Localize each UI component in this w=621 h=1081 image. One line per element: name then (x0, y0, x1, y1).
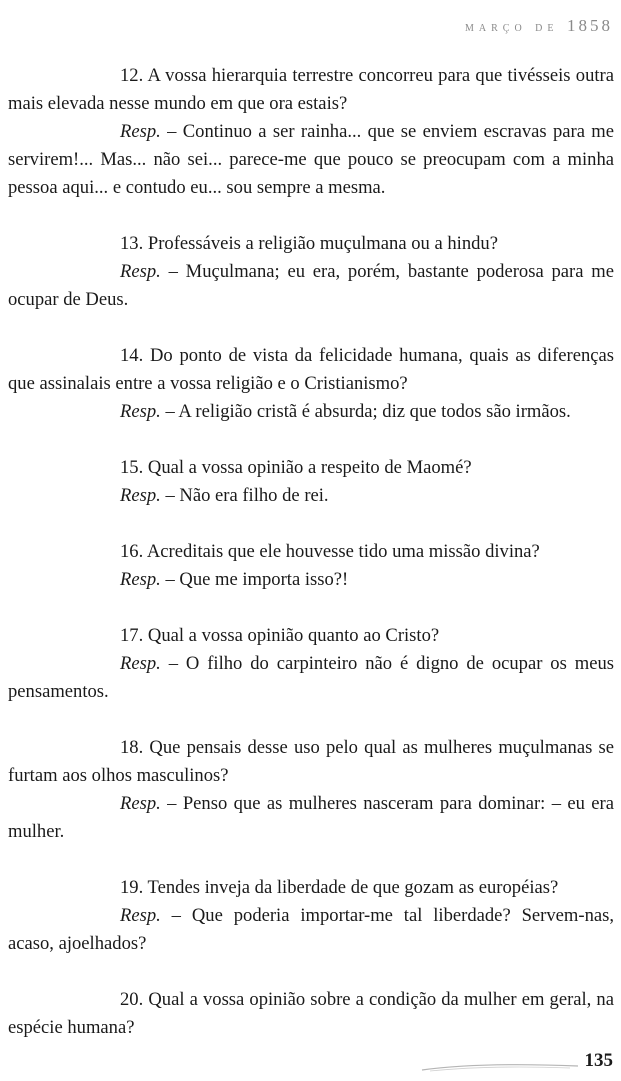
qa-block (8, 874, 614, 958)
question-20: 20. Qual a vossa opinião sobre a condição da mulher em geral, na espécie humana? (8, 989, 614, 1038)
question-14: 14. Do ponto de vista da felicidade humana, quais as diferenças que assinalais entre a vossa religião e o Cristianismo? (8, 345, 614, 394)
answer-12 (8, 118, 614, 202)
resp-label: Resp. (120, 485, 161, 506)
question-16: 16. Acreditais que ele houvesse tido uma missão divina? (120, 541, 540, 562)
qa-block (8, 622, 614, 706)
answer-17 (8, 650, 614, 706)
answer-text: – Que poderia importar-me tal liberdade? Servem-nas, acaso, ajoelhados? (8, 905, 614, 954)
resp-label: Resp. (120, 653, 161, 674)
resp-label: Resp. (120, 569, 161, 590)
resp-label: Resp. (120, 905, 161, 926)
resp-label: Resp. (120, 121, 161, 142)
resp-label: Resp. (120, 401, 161, 422)
question-19: 19. Tendes inveja da liberdade de que gozam as européias? (120, 877, 559, 898)
running-header (465, 16, 613, 36)
qa-block (8, 986, 614, 1042)
answer-15 (8, 482, 614, 510)
header-year: 1858 (567, 16, 613, 35)
question-17: 17. Qual a vossa opinião quanto ao Cristo? (120, 625, 440, 646)
answer-text: – A religião cristã é absurda; diz que todos são irmãos. (160, 401, 571, 422)
qa-block (8, 62, 614, 202)
resp-label: Resp. (120, 261, 161, 282)
header-month: março de (464, 20, 559, 35)
footer-swash-ornament (420, 1060, 580, 1072)
answer-16 (8, 566, 614, 594)
question-18: 18. Que pensais desse uso pelo qual as mulheres muçulmanas se furtam aos olhos masculinos? (8, 737, 614, 786)
answer-text: – Muçulmana; eu era, porém, bastante poderosa para me ocupar de Deus. (8, 261, 614, 310)
page-body (8, 62, 614, 1070)
qa-block (8, 342, 614, 426)
answer-text: – Continuo a ser rainha... que se enviem escravas para me servirem!... Mas... não sei... parece-me que pouco se preocupam com a minha pessoa aqui... e contudo eu... sou sempre a mesma. (8, 121, 614, 198)
answer-14 (8, 398, 614, 426)
answer-13 (8, 258, 614, 314)
resp-label: Resp. (120, 793, 161, 814)
qa-block (8, 454, 614, 510)
answer-text: – Que me importa isso?! (160, 569, 349, 590)
page-number: 135 (584, 1050, 613, 1071)
qa-block (8, 230, 614, 314)
qa-block (8, 538, 614, 594)
qa-block (8, 734, 614, 846)
question-15: 15. Qual a vossa opinião a respeito de Maomé? (120, 457, 472, 478)
answer-18 (8, 790, 614, 846)
question-13: 13. Professáveis a religião muçulmana ou a hindu? (120, 233, 498, 254)
answer-text: – Não era filho de rei. (160, 485, 329, 506)
answer-19 (8, 902, 614, 958)
question-12: 12. A vossa hierarquia terrestre concorreu para que tivésseis outra mais elevada nesse mundo em que ora estais? (8, 65, 614, 114)
answer-text: – O filho do carpinteiro não é digno de ocupar os meus pensamentos. (8, 653, 614, 702)
answer-text: – Penso que as mulheres nasceram para dominar: – eu era mulher. (8, 793, 614, 842)
